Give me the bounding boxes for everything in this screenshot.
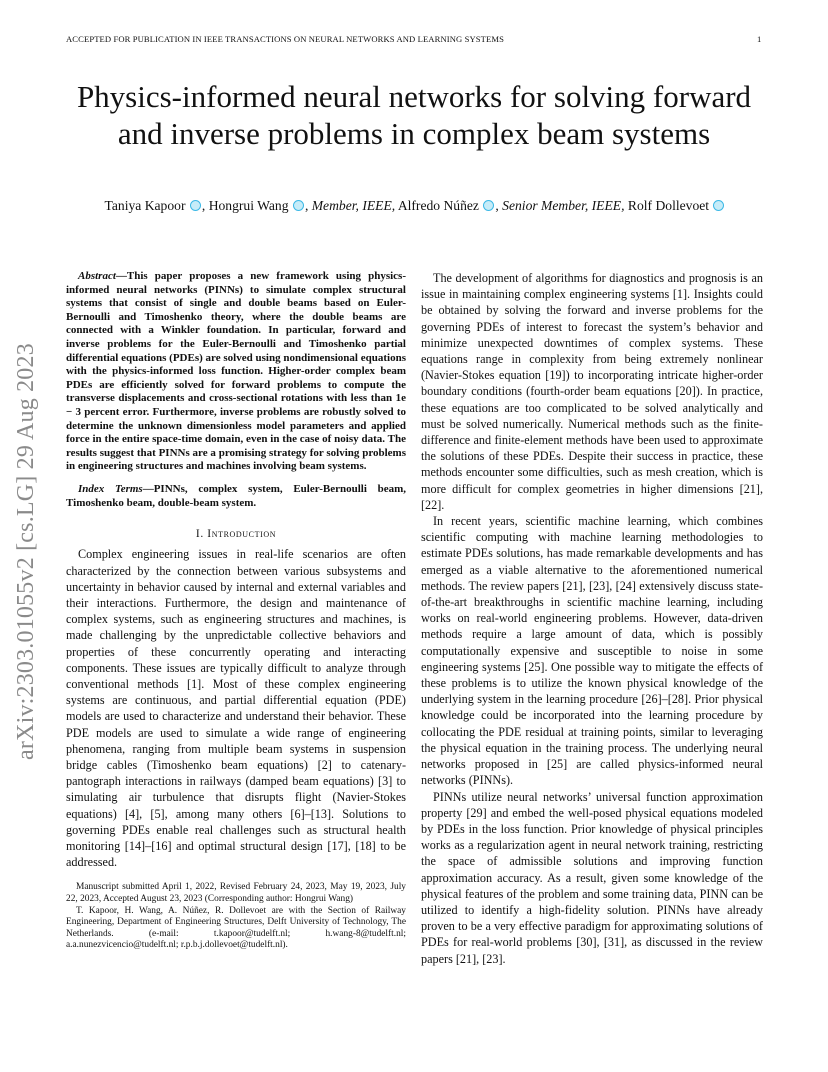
- abstract: [66, 270, 406, 474]
- orcid-icon[interactable]: [483, 200, 494, 211]
- author-name: Taniya Kapoor: [104, 198, 186, 213]
- abstract-text: —This paper proposes a new framework using physics-informed neural networks (PINNs) to simulate complex structural systems that consist of single and double beams based on Euler-Bernoulli and Timoshenko theory, where the double beams are connected with a Winkler foundation. In particular, forward and inverse problems for the Euler-Bernoulli and Timoshenko partial differential equations (PDEs) are solved using nondimensional equations with the physics-informed loss function. Higher-order complex beam PDEs are efficiently solved for forward problems to compute the transverse displacements and cross-sectional rotations with less than 1e − 3 percent error. Furthermore, inverse problems are robustly solved to determine the unknown dimensionless model parameters and applied force in the entire space-time domain, even in the case of noisy data. The results suggest that PINNs are a promising strategy for solving problems in engineering structures and machines involving beam systems.: [66, 270, 406, 473]
- author-list: Taniya Kapoor , Hongrui Wang , Member, IEEE, Alfredo Núñez , Senior Member, IEEE, Rolf Dollevoet: [60, 198, 770, 214]
- arxiv-watermark[interactable]: arXiv:2303.01055v2 [cs.LG] 29 Aug 2023: [13, 343, 39, 760]
- index-terms: [66, 483, 406, 510]
- right-column: [421, 270, 763, 967]
- index-terms-text: —PINNs, complex system, Euler-Bernoulli beam, Timoshenko beam, double-beam system.: [66, 482, 406, 509]
- body-paragraph: The development of algorithms for diagnostics and prognosis is an issue in maintaining complex engineering systems [1]. Insights could be obtained by solving the forward and inverse problems for the governing PDEs of interest to forecast the system’s behavior and minimize unexpected downtimes of complex systems. These equations range in complexity from being extremely nonlinear (Navier-Stokes equation [19]) to incorporating intricate higher-order boundary conditions (fourth-order beam equations [20]). In practice, these equations are too complicated to be solved analytically and must be solved numerically. Numerical methods such as the finite-difference and finite-element methods have been used to approximate the solutions of these PDEs. Despite their success in practice, these methods encounter some difficulties, such as mesh creation, which is more difficult for complex geometries in higher dimensions [21], [22].: [421, 271, 763, 512]
- author-name: Rolf Dollevoet: [627, 198, 710, 213]
- running-head: ACCEPTED FOR PUBLICATION IN IEEE TRANSACTIONS ON NEURAL NETWORKS AND LEARNING SYSTEMS: [66, 34, 504, 44]
- section-heading: I. Introduction: [195, 528, 277, 541]
- orcid-icon[interactable]: [293, 200, 304, 211]
- body-paragraph: PINNs utilize neural networks’ universal function approximation property [29] and embed the well-posed physical equations modeled by PDEs in the loss function. Prior knowledge of physical principles works as a regularization agent in neural network training, restricting the space of admissible solutions and improving function approximation accuracy. As a result, given some knowledge of the physical features of the problem and some training data, PINN can be utilized to identify a high-fidelity solution. PINNs have already proven to be a very effective paradigm for approximating solutions of PDEs for real-world problems [30], [31], as discussed in the review papers [21], [23].: [421, 789, 763, 966]
- author-name: Alfredo Núñez: [397, 198, 479, 213]
- author-role: Senior Member, IEEE,: [502, 198, 625, 213]
- page-number: 1: [757, 34, 762, 44]
- abstract-label: Abstract: [78, 270, 116, 282]
- body-paragraph: In recent years, scientific machine learning, which combines scientific computing with machine learning methodologies to estimate PDEs solutions, has made remarkable developments and has emerged as a viable alternative to the aforementioned numerical methods. The review papers [21], [23], [24] extensively discuss state-of-the-art breakthroughs in scientific machine learning, including works on real-world engineering problems. However, data-driven methods require a large amount of data, which is possibly computationally expensive and susceptible to noise in some engineering systems [25]. One possible way to mitigate the effects of these problems is to utilize the known physical knowledge of the underlying system in the learning procedure [26]–[28]. Prior physical knowledge could be incorporated into the learning procedure by collocating the PDE residual at training points, similar to leveraging the physical equation in the training process. The underlying neural networks proposed in [25] are called physics-informed neural networks (PINNs).: [421, 514, 763, 788]
- orcid-icon[interactable]: [190, 200, 201, 211]
- paper-title: Physics-informed neural networks for solving forward and inverse problems in complex beam systems: [76, 79, 752, 151]
- left-column: [66, 270, 406, 952]
- author-name: Hongrui Wang: [208, 198, 289, 213]
- footnote-affiliation: T. Kapoor, H. Wang, A. Núñez, R. Dollevoet are with the Section of Railway Engineering, Department of Engineering Structures, Delft University of Technology, The Netherlands. (e-mail: t.kapoor@tudelft.nl; h.wang-8@tudelft.nl; a.a.nunezvicencio@tudelft.nl; r.p.b.j.dollevoet@tudelft.nl).: [66, 905, 406, 951]
- author-role: Member, IEEE,: [311, 198, 396, 213]
- orcid-icon[interactable]: [713, 200, 724, 211]
- body-paragraph: Complex engineering issues in real-life scenarios are often characterized by the connection between various subsystems and uncertainty in behavior caused by internal and external variables and their interactions. Furthermore, the design and maintenance of complex systems, such as engineering structures and machines, is made challenging by the unpredictable collective behaviors and properties of these concurrently operating and interacting components. These issues are typically difficult to analyze through conventional methods [1]. Most of these complex engineering systems are continuous, and partial differential equation (PDE) models are used to characterize and understand their behavior. These PDE models are used to simulate a wide range of engineering phenomena, ranging from multiple beam systems in suspension bridge cables (Timoshenko beam equations) [2] to catenary-pantograph interactions in railways (damped beam equations) [3] to simulating air turbulence that disrupts flight (Navier-Stokes equations) [4], [5], among many others [6]–[13]. Solutions to governing PDEs enable real challenges such as structural health monitoring [14]–[16] and optimal structural design [17], [18] to be addressed.: [66, 547, 406, 870]
- footnote-manuscript: Manuscript submitted April 1, 2022, Revised February 24, 2023, May 19, 2023, July 22, 2023, Accepted August 23, 2023 (Corresponding author: Hongrui Wang): [66, 882, 406, 904]
- index-terms-label: Index Terms: [78, 482, 143, 495]
